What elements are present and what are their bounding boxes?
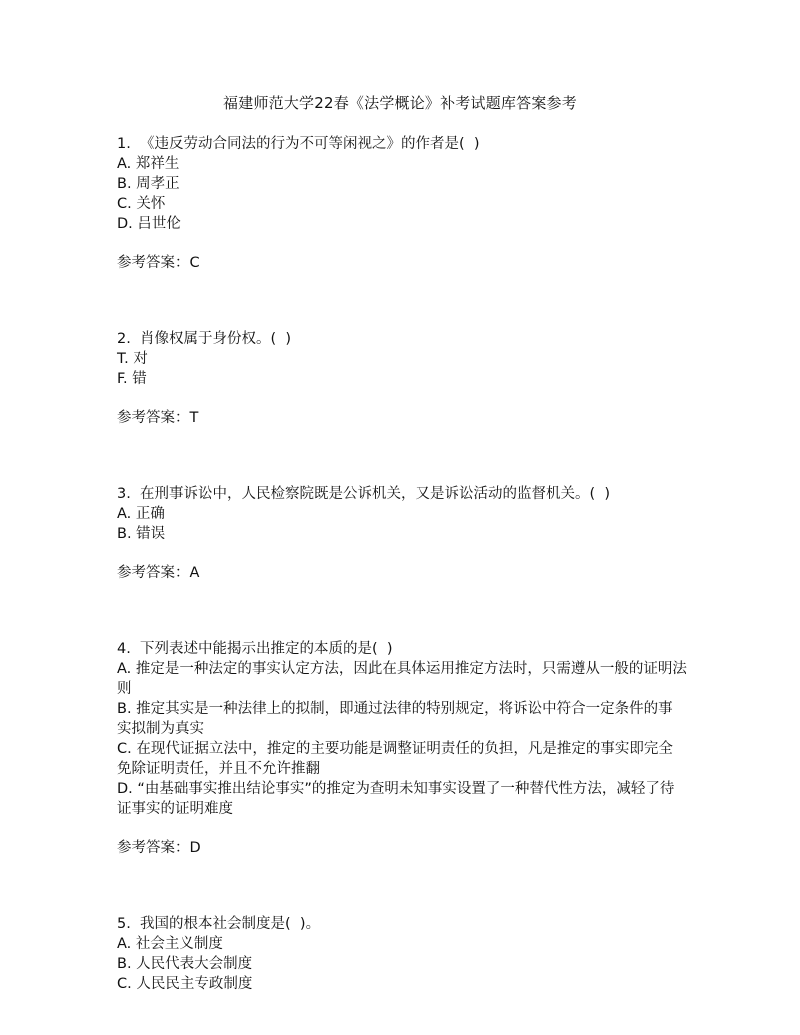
reference-answer: 参考答案：A [117,565,200,581]
question-3 [117,484,687,583]
spacer [117,273,687,329]
question-option: A. 正确 [117,506,165,522]
question-option: B. 周孝正 [117,176,180,192]
question-option: C. 在现代证据立法中，推定的主要功能是调整证明责任的负担，凡是推定的事实即完全免除证明责任，并且不允许推翻 [117,741,673,777]
question-stem: 4. 下列表述中能揭示出推定的本质的是( ) [117,641,393,657]
question-stem: 1. 《违反劳动合同法的行为不可等闲视之》的作者是( ) [117,136,480,152]
question-list [117,134,687,994]
question-option: A. 郑祥生 [117,156,180,172]
reference-answer: 参考答案：T [117,410,199,426]
reference-answer: 参考答案：D [117,840,201,856]
question-5 [117,914,687,994]
question-option: A. 推定是一种法定的事实认定方法，因此在具体运用推定方法时，只需遵从一般的证明法则 [117,661,687,697]
question-option: C. 人民民主专政制度 [117,976,253,992]
question-option: D. “由基础事实推出结论事实”的推定为查明未知事实设置了一种替代性方法，减轻了待证事实的证明难度 [117,781,675,817]
spacer [117,428,687,484]
spacer [117,858,687,914]
question-2 [117,329,687,428]
question-option: B. 错误 [117,526,166,542]
question-option: C. 关怀 [117,196,166,212]
question-stem: 5. 我国的根本社会制度是( )。 [117,916,321,932]
spacer [117,583,687,639]
question-stem: 2. 肖像权属于身份权。( ) [117,331,292,347]
question-4 [117,639,687,858]
question-option: F. 错 [117,371,147,387]
question-option: B. 人民代表大会制度 [117,956,253,972]
question-option: A. 社会主义制度 [117,936,223,952]
reference-answer: 参考答案：C [117,255,200,271]
question-option: T. 对 [117,351,148,367]
question-option: D. 吕世伦 [117,216,181,232]
question-stem: 3. 在刑事诉讼中，人民检察院既是公诉机关，又是诉讼活动的监督机关。( ) [117,486,611,502]
question-1 [117,134,687,273]
question-option: B. 推定其实是一种法律上的拟制，即通过法律的特别规定，将诉讼中符合一定条件的事实拟制为真实 [117,701,673,737]
document-title: 福建师范大学22春《法学概论》补考试题库答案参考 [223,94,577,112]
